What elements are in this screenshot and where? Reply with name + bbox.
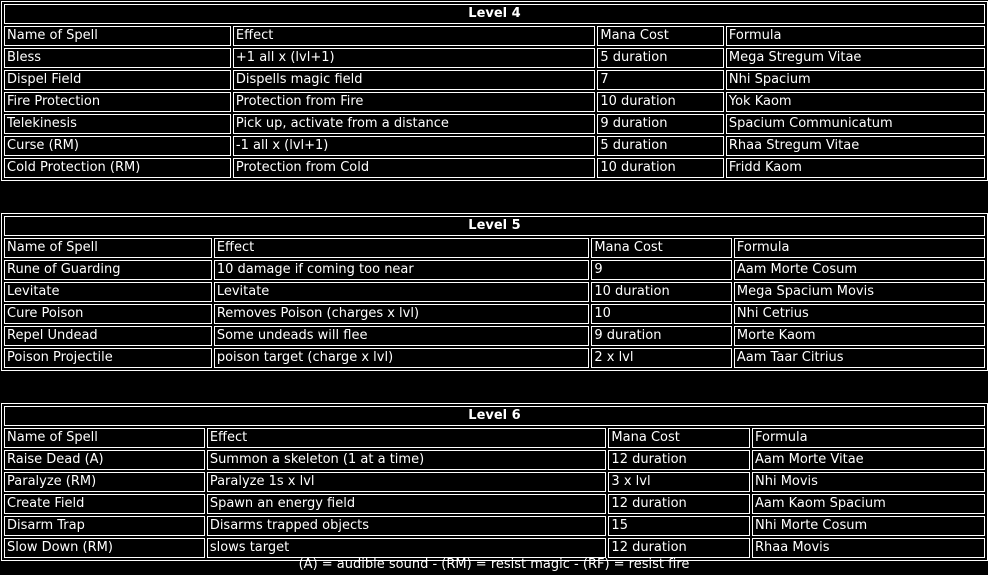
spell-table-level-4 <box>1 1 988 181</box>
level-title: Level 6 <box>4 406 985 426</box>
spell-formula: Aam Kaom Spacium <box>752 494 985 514</box>
spell-name: Raise Dead (A) <box>4 450 205 470</box>
spell-mana-cost: 10 duration <box>591 282 732 302</box>
table-row <box>4 48 985 68</box>
header-row <box>4 238 985 258</box>
spell-mana-cost: 10 duration <box>597 92 724 112</box>
spell-mana-cost: 12 duration <box>608 538 750 558</box>
spell-effect: Summon a skeleton (1 at a time) <box>207 450 607 470</box>
header-formula: Formula <box>734 238 985 258</box>
spell-formula: Nhi Movis <box>752 472 985 492</box>
spell-formula: Rhaa Movis <box>752 538 985 558</box>
header-row <box>4 26 985 46</box>
spell-effect: Removes Poison (charges x lvl) <box>214 304 590 324</box>
spell-effect: poison target (charge x lvl) <box>214 348 590 368</box>
table-row <box>4 472 985 492</box>
spell-name: Repel Undead <box>4 326 212 346</box>
table-row <box>4 348 985 368</box>
spell-formula: Mega Spacium Movis <box>734 282 985 302</box>
table-row <box>4 304 985 324</box>
header-mana-cost: Mana Cost <box>597 26 724 46</box>
table-row <box>4 114 985 134</box>
header-effect: Effect <box>207 428 607 448</box>
spell-formula: Rhaa Stregum Vitae <box>726 136 985 156</box>
spell-mana-cost: 9 duration <box>597 114 724 134</box>
table-row <box>4 450 985 470</box>
header-row <box>4 428 985 448</box>
spell-effect: Dispells magic field <box>233 70 595 90</box>
level-title-row <box>4 406 985 426</box>
spell-mana-cost: 2 x lvl <box>591 348 732 368</box>
spell-effect: 10 damage if coming too near <box>214 260 590 280</box>
spell-mana-cost: 12 duration <box>608 494 750 514</box>
table-row <box>4 494 985 514</box>
header-effect: Effect <box>233 26 595 46</box>
spell-mana-cost: 9 duration <box>591 326 732 346</box>
spell-effect: slows target <box>207 538 607 558</box>
spell-mana-cost: 10 duration <box>597 158 724 178</box>
table-row <box>4 260 985 280</box>
table-row <box>4 92 985 112</box>
spell-name: Create Field <box>4 494 205 514</box>
spell-effect: Some undeads will flee <box>214 326 590 346</box>
table-row <box>4 538 985 558</box>
header-name: Name of Spell <box>4 428 205 448</box>
spell-name: Telekinesis <box>4 114 231 134</box>
spell-effect: Paralyze 1s x lvl <box>207 472 607 492</box>
spell-effect: Spawn an energy field <box>207 494 607 514</box>
table-row <box>4 282 985 302</box>
spell-name: Paralyze (RM) <box>4 472 205 492</box>
spell-mana-cost: 15 <box>608 516 750 536</box>
spell-name: Slow Down (RM) <box>4 538 205 558</box>
spell-formula: Nhi Cetrius <box>734 304 985 324</box>
spell-mana-cost: 7 <box>597 70 724 90</box>
spell-formula: Aam Morte Cosum <box>734 260 985 280</box>
header-name: Name of Spell <box>4 238 212 258</box>
spell-name: Cold Protection (RM) <box>4 158 231 178</box>
header-formula: Formula <box>752 428 985 448</box>
spell-name: Cure Poison <box>4 304 212 324</box>
spell-effect: Disarms trapped objects <box>207 516 607 536</box>
header-mana-cost: Mana Cost <box>591 238 732 258</box>
spell-mana-cost: 3 x lvl <box>608 472 750 492</box>
spell-mana-cost: 5 duration <box>597 136 724 156</box>
spell-effect: Protection from Fire <box>233 92 595 112</box>
spell-name: Rune of Guarding <box>4 260 212 280</box>
spell-effect: +1 all x (lvl+1) <box>233 48 595 68</box>
spell-table-level-5 <box>1 213 988 371</box>
spell-name: Levitate <box>4 282 212 302</box>
table-row <box>4 136 985 156</box>
spell-mana-cost: 12 duration <box>608 450 750 470</box>
header-name: Name of Spell <box>4 26 231 46</box>
spell-formula: Yok Kaom <box>726 92 985 112</box>
spell-effect: Pick up, activate from a distance <box>233 114 595 134</box>
level-title: Level 5 <box>4 216 985 236</box>
header-formula: Formula <box>726 26 985 46</box>
spell-effect: -1 all x (lvl+1) <box>233 136 595 156</box>
spell-formula: Aam Morte Vitae <box>752 450 985 470</box>
spell-formula: Nhi Morte Cosum <box>752 516 985 536</box>
level-title-row <box>4 4 985 24</box>
level-title-row <box>4 216 985 236</box>
spell-mana-cost: 9 <box>591 260 732 280</box>
table-row <box>4 326 985 346</box>
header-effect: Effect <box>214 238 590 258</box>
spell-table-level-6 <box>1 403 988 561</box>
spell-effect: Levitate <box>214 282 590 302</box>
spell-name: Poison Projectile <box>4 348 212 368</box>
spell-formula: Fridd Kaom <box>726 158 985 178</box>
spell-formula: Mega Stregum Vitae <box>726 48 985 68</box>
spell-name: Bless <box>4 48 231 68</box>
spell-formula: Spacium Communicatum <box>726 114 985 134</box>
spell-name: Fire Protection <box>4 92 231 112</box>
spell-formula: Aam Taar Citrius <box>734 348 985 368</box>
spell-effect: Protection from Cold <box>233 158 595 178</box>
table-row <box>4 158 985 178</box>
legend: (A) = audible sound - (RM) = resist magic - (RF) = resist fire <box>298 557 690 572</box>
header-mana-cost: Mana Cost <box>608 428 750 448</box>
spell-formula: Nhi Spacium <box>726 70 985 90</box>
spell-mana-cost: 5 duration <box>597 48 724 68</box>
spell-name: Curse (RM) <box>4 136 231 156</box>
spell-name: Disarm Trap <box>4 516 205 536</box>
table-row <box>4 516 985 536</box>
level-title: Level 4 <box>4 4 985 24</box>
table-row <box>4 70 985 90</box>
spell-mana-cost: 10 <box>591 304 732 324</box>
spell-name: Dispel Field <box>4 70 231 90</box>
spell-formula: Morte Kaom <box>734 326 985 346</box>
